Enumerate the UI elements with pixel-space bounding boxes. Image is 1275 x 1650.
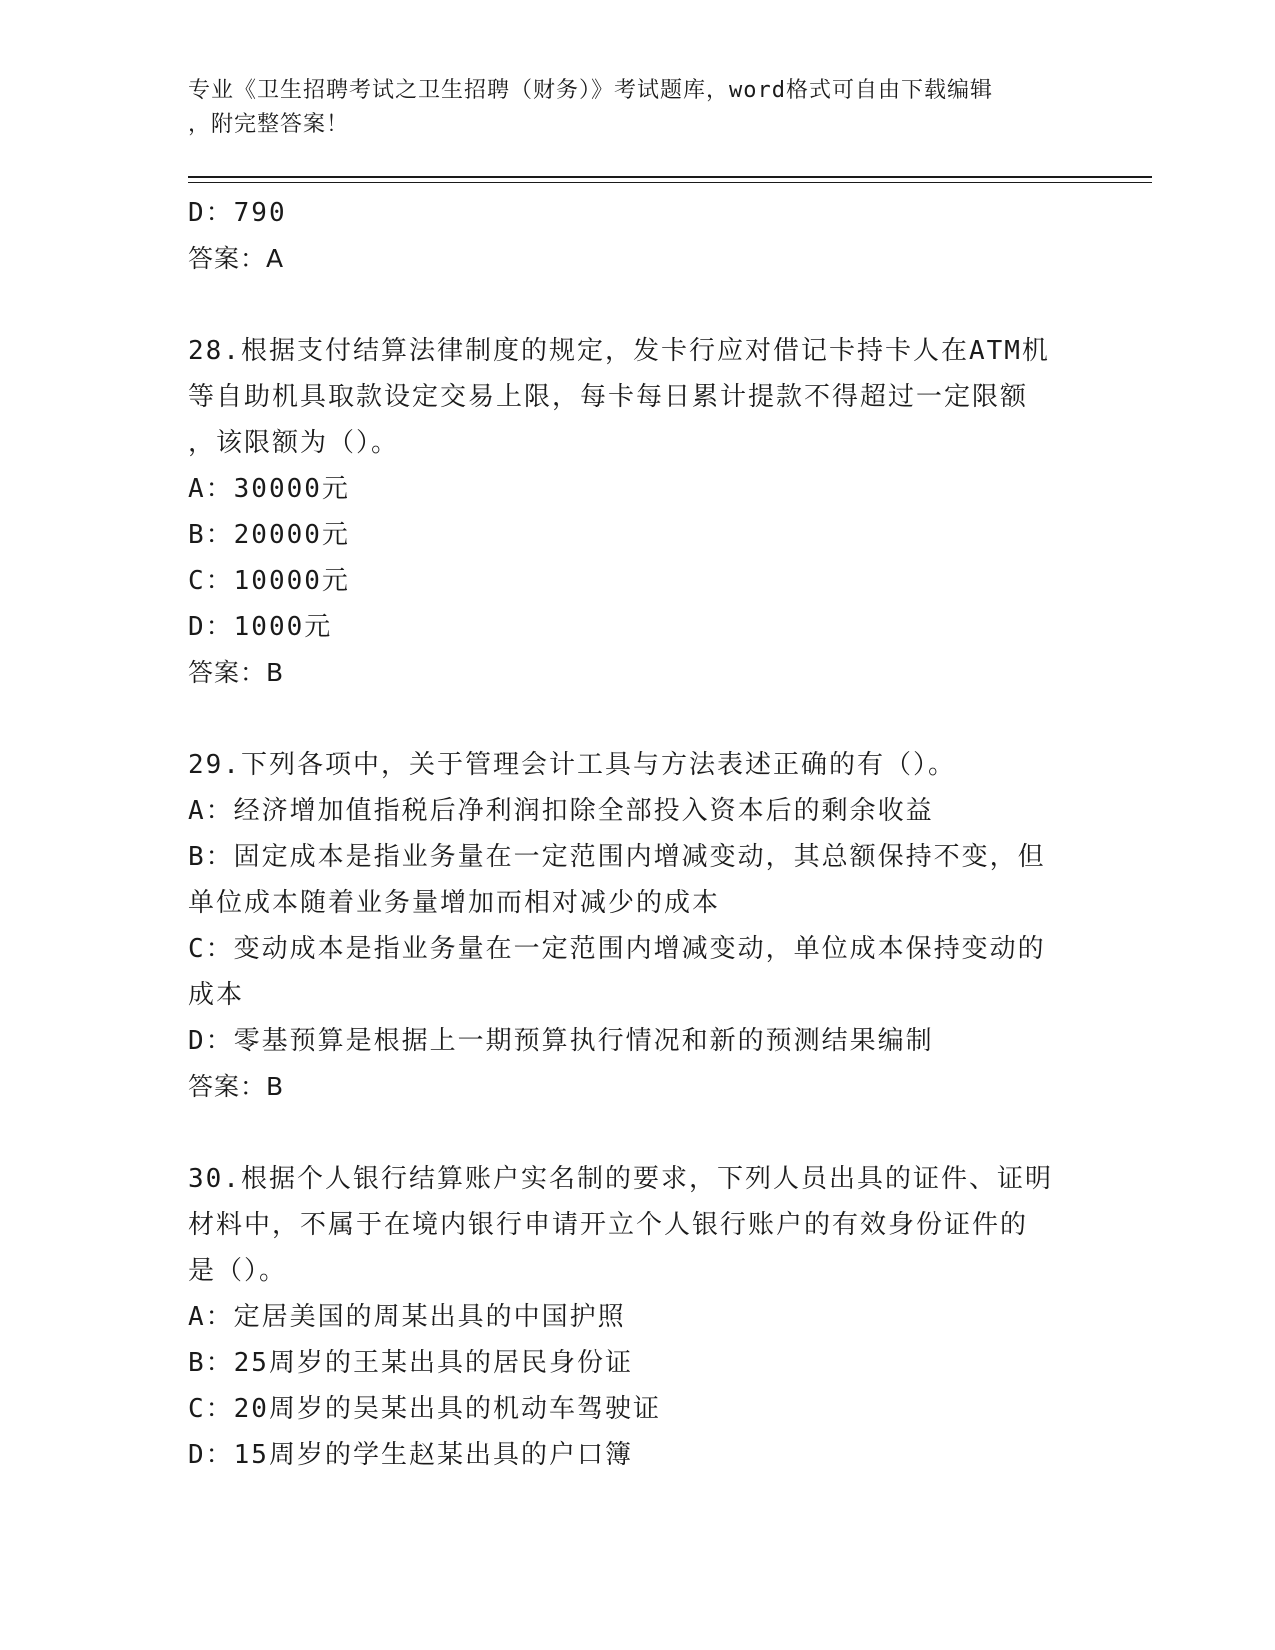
answer-line: 答案：A bbox=[188, 244, 285, 273]
option-d: D：15周岁的学生赵某出具的户口簿 bbox=[188, 1440, 633, 1470]
spacer bbox=[188, 282, 1088, 328]
option-c: C：变动成本是指业务量在一定范围内增减变动，单位成本保持变动的 bbox=[188, 934, 1046, 964]
spacer bbox=[188, 1110, 1088, 1156]
option-d: D：790 bbox=[188, 198, 287, 228]
option-a: A：经济增加值指税后净利润扣除全部投入资本后的剩余收益 bbox=[188, 796, 934, 826]
question-stem-line: 等自助机具取款设定交易上限，每卡每日累计提款不得超过一定限额 bbox=[188, 382, 1029, 412]
answer-line: 答案：B bbox=[188, 1072, 285, 1101]
option-a: A：定居美国的周某出具的中国护照 bbox=[188, 1302, 626, 1332]
option-c: C：10000元 bbox=[188, 566, 350, 596]
answer-line: 答案：B bbox=[188, 658, 285, 687]
option-b: B：25周岁的王某出具的居民身份证 bbox=[188, 1348, 633, 1378]
document-header bbox=[188, 74, 1068, 142]
question-stem-line: ，该限额为（）。 bbox=[188, 428, 400, 458]
option-b-continued: 单位成本随着业务量增加而相对减少的成本 bbox=[188, 888, 721, 918]
option-c: C：20周岁的吴某出具的机动车驾驶证 bbox=[188, 1394, 661, 1424]
option-d: D：零基预算是根据上一期预算执行情况和新的预测结果编制 bbox=[188, 1026, 934, 1056]
question-29 bbox=[188, 742, 1088, 1110]
header-divider-thick bbox=[188, 176, 1152, 178]
question-stem-line: 30.根据个人银行结算账户实名制的要求，下列人员出具的证件、证明 bbox=[188, 1164, 1053, 1194]
previous-question-tail bbox=[188, 190, 1088, 282]
option-b: B：20000元 bbox=[188, 520, 350, 550]
header-divider-thin bbox=[188, 182, 1152, 183]
question-30 bbox=[188, 1156, 1088, 1478]
option-d: D：1000元 bbox=[188, 612, 333, 642]
question-stem-line: 29.下列各项中，关于管理会计工具与方法表述正确的有（）。 bbox=[188, 750, 956, 780]
option-c-continued: 成本 bbox=[188, 980, 245, 1010]
question-stem-line: 材料中，不属于在境内银行申请开立个人银行账户的有效身份证件的 bbox=[188, 1210, 1029, 1240]
spacer bbox=[188, 696, 1088, 742]
question-28 bbox=[188, 328, 1088, 696]
option-b: B：固定成本是指业务量在一定范围内增减变动，其总额保持不变，但 bbox=[188, 842, 1046, 872]
document-body bbox=[188, 190, 1088, 1478]
header-line-1: 专业《卫生招聘考试之卫生招聘（财务）》考试题库，word格式可自由下载编辑 bbox=[188, 78, 993, 103]
header-line-2: ，附完整答案！ bbox=[188, 112, 350, 137]
question-stem-line: 28.根据支付结算法律制度的规定，发卡行应对借记卡持卡人在ATM机 bbox=[188, 336, 1050, 366]
question-stem-line: 是（）。 bbox=[188, 1256, 288, 1286]
option-a: A：30000元 bbox=[188, 474, 350, 504]
